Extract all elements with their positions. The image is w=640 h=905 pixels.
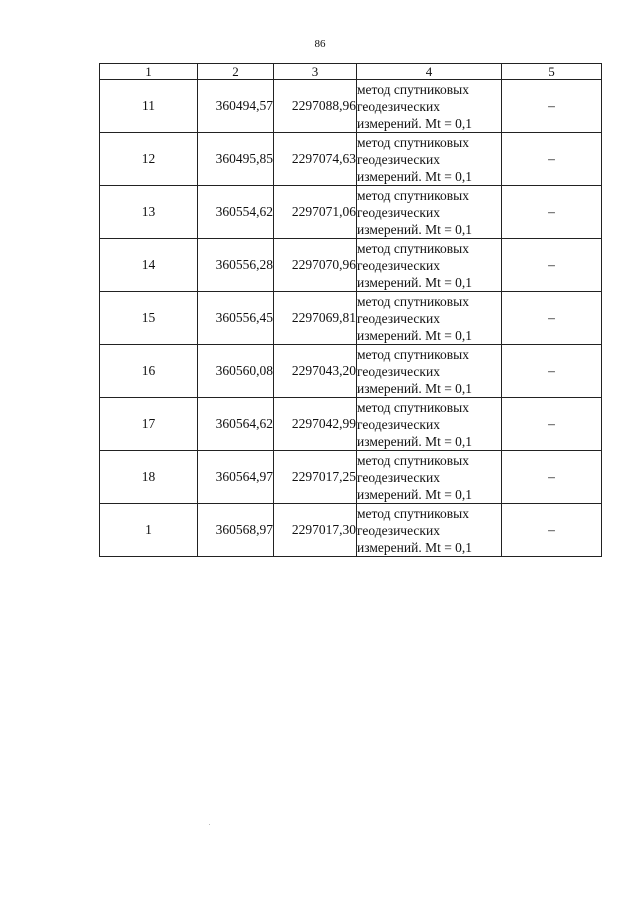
note-cell: – — [502, 186, 602, 239]
method-line: геодезических — [357, 98, 440, 114]
method-cell — [357, 239, 502, 292]
note-cell: – — [502, 504, 602, 557]
scan-speck — [209, 824, 210, 825]
page-number: 86 — [314, 38, 326, 50]
method-line: геодезических — [357, 204, 440, 220]
method-line: метод спутниковых — [357, 81, 469, 97]
method-line: геодезических — [357, 522, 440, 538]
method-cell — [357, 451, 502, 504]
note-cell: – — [502, 133, 602, 186]
note-cell: – — [502, 80, 602, 133]
method-line: метод спутниковых — [357, 187, 469, 203]
note-cell: – — [502, 398, 602, 451]
coord-y: 2297017,30 — [274, 504, 357, 557]
method-line: измерений. Mt = 0,1 — [357, 539, 473, 555]
method-cell — [357, 504, 502, 557]
table-row — [100, 292, 602, 345]
coord-x: 360556,45 — [198, 292, 274, 345]
table-body — [100, 80, 602, 557]
table-row — [100, 345, 602, 398]
point-number: 18 — [100, 451, 198, 504]
coord-x: 360495,85 — [198, 133, 274, 186]
method-line: метод спутниковых — [357, 399, 469, 415]
header-cell-2: 2 — [198, 64, 274, 80]
point-number: 17 — [100, 398, 198, 451]
method-line: геодезических — [357, 469, 440, 485]
point-number: 1 — [100, 504, 198, 557]
header-cell-4: 4 — [357, 64, 502, 80]
method-line: метод спутниковых — [357, 293, 469, 309]
method-line: метод спутниковых — [357, 505, 469, 521]
coord-x: 360554,62 — [198, 186, 274, 239]
coord-x: 360494,57 — [198, 80, 274, 133]
coord-y: 2297071,06 — [274, 186, 357, 239]
point-number: 16 — [100, 345, 198, 398]
point-number: 11 — [100, 80, 198, 133]
table-row — [100, 239, 602, 292]
method-line: метод спутниковых — [357, 240, 469, 256]
table-row — [100, 504, 602, 557]
header-cell-5: 5 — [502, 64, 602, 80]
method-line: измерений. Mt = 0,1 — [357, 327, 473, 343]
coord-y: 2297017,25 — [274, 451, 357, 504]
coord-y: 2297042,99 — [274, 398, 357, 451]
point-number: 13 — [100, 186, 198, 239]
note-cell: – — [502, 239, 602, 292]
coordinates-table — [99, 63, 602, 557]
method-line: метод спутниковых — [357, 452, 469, 468]
header-cell-3: 3 — [274, 64, 357, 80]
method-line: геодезических — [357, 151, 440, 167]
coord-y: 2297069,81 — [274, 292, 357, 345]
method-line: геодезических — [357, 363, 440, 379]
note-cell: – — [502, 451, 602, 504]
coord-x: 360564,62 — [198, 398, 274, 451]
note-cell: – — [502, 345, 602, 398]
method-line: геодезических — [357, 310, 440, 326]
method-line: метод спутниковых — [357, 134, 469, 150]
method-cell — [357, 345, 502, 398]
method-cell — [357, 133, 502, 186]
table-header — [100, 64, 602, 80]
point-number: 12 — [100, 133, 198, 186]
point-number: 15 — [100, 292, 198, 345]
header-row — [100, 64, 602, 80]
method-cell — [357, 398, 502, 451]
coord-x: 360568,97 — [198, 504, 274, 557]
point-number: 14 — [100, 239, 198, 292]
method-line: геодезических — [357, 416, 440, 432]
method-line: измерений. Mt = 0,1 — [357, 380, 473, 396]
note-cell: – — [502, 292, 602, 345]
table-row — [100, 133, 602, 186]
method-line: метод спутниковых — [357, 346, 469, 362]
table-row — [100, 186, 602, 239]
method-line: измерений. Mt = 0,1 — [357, 274, 473, 290]
method-line: измерений. Mt = 0,1 — [357, 115, 473, 131]
table-row — [100, 451, 602, 504]
method-cell — [357, 80, 502, 133]
coord-y: 2297070,96 — [274, 239, 357, 292]
coord-y: 2297043,20 — [274, 345, 357, 398]
coord-y: 2297074,63 — [274, 133, 357, 186]
coord-y: 2297088,96 — [274, 80, 357, 133]
coord-x: 360556,28 — [198, 239, 274, 292]
method-line: измерений. Mt = 0,1 — [357, 168, 473, 184]
table-row — [100, 398, 602, 451]
method-line: геодезических — [357, 257, 440, 273]
table-row — [100, 80, 602, 133]
method-cell — [357, 186, 502, 239]
header-cell-1: 1 — [100, 64, 198, 80]
coord-x: 360560,08 — [198, 345, 274, 398]
method-line: измерений. Mt = 0,1 — [357, 486, 473, 502]
method-cell — [357, 292, 502, 345]
method-line: измерений. Mt = 0,1 — [357, 221, 473, 237]
coord-x: 360564,97 — [198, 451, 274, 504]
method-line: измерений. Mt = 0,1 — [357, 433, 473, 449]
